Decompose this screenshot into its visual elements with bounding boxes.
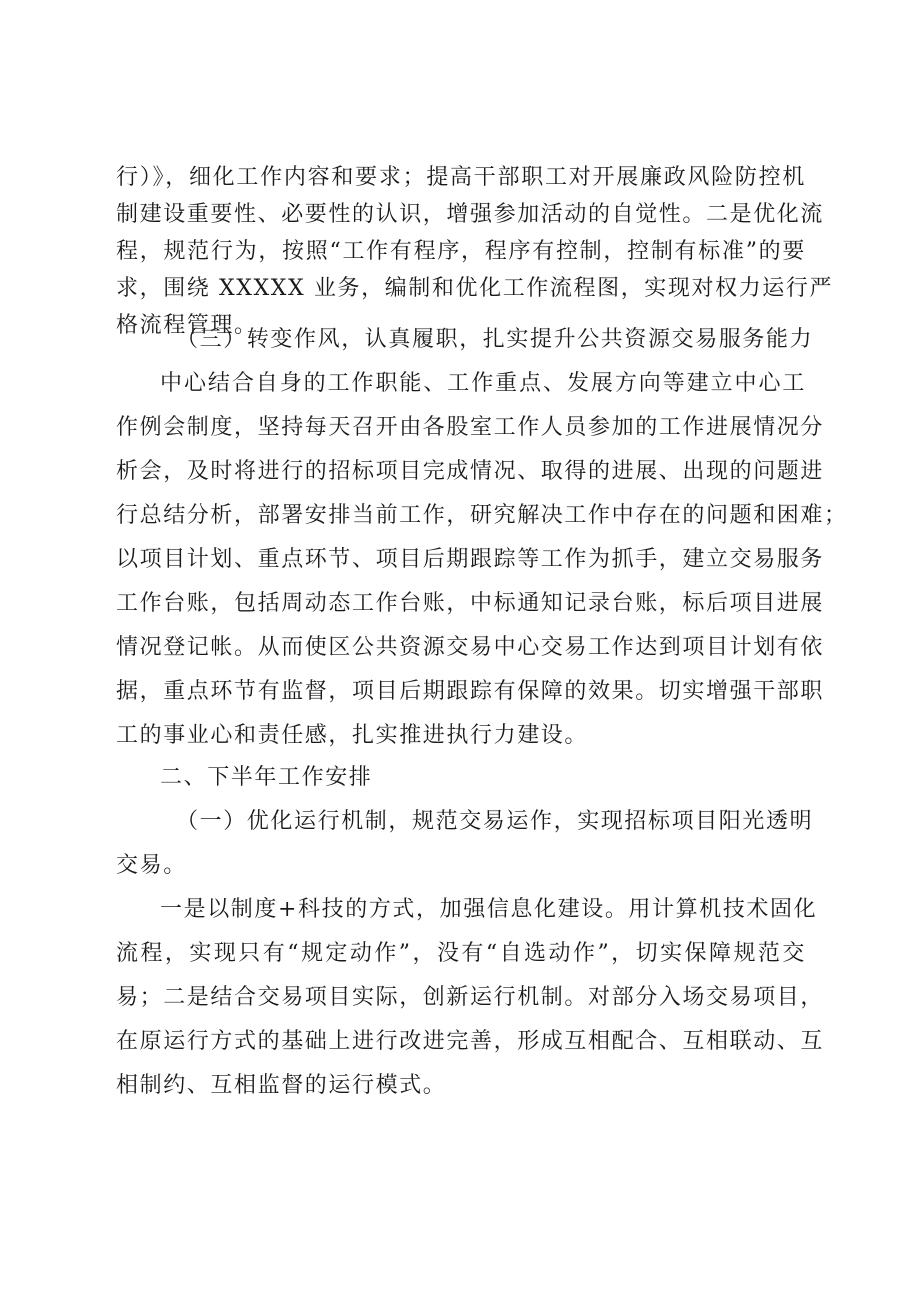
text-line: 工的事业心和责任感，扎实推进执行力建设。: [116, 723, 589, 748]
text-line: 易；二是结合交易项目实际，创新运行机制。对部分入场交易项目，: [116, 985, 825, 1010]
text-line: 情况登记帐。从而使区公共资源交易中心交易工作达到项目计划有依: [116, 635, 825, 660]
subsection-heading: （一）优化运行机制，规范交易运作，实现招标项目阳光透明: [176, 809, 814, 834]
text-line: 求，围绕 XXXXX 业务，编制和优化工作流程图，实现对权力运行严: [116, 276, 834, 301]
text-line: 制建设重要性、必要性的认识，增强参加活动的自觉性。二是优化流: [116, 202, 825, 227]
section-heading: （三）转变作风，认真履职，扎实提升公共资源交易服务能力: [176, 327, 814, 352]
text-line: 据，重点环节有监督，项目后期跟踪有保障的效果。切实增强干部职: [116, 679, 825, 704]
text-line: 流程，实现只有“规定动作”，没有“自选动作”，切实保障规范交: [116, 941, 806, 966]
text-line: 程，规范行为，按照“工作有程序，程序有控制，控制有标准”的要: [116, 239, 806, 264]
subsection-heading: 交易。: [116, 853, 187, 878]
text-line: 格流程管理。: [116, 313, 258, 338]
text-line: 一是以制度+科技的方式，加强信息化建设。用计算机技术固化: [160, 897, 818, 922]
text-line: 相制约、互相监督的运行模式。: [116, 1073, 447, 1098]
section-heading: 二、下半年工作安排: [160, 765, 373, 790]
text-line: 析会，及时将进行的招标项目完成情况、取得的进展、出现的问题进: [116, 459, 825, 484]
text-line: 行）》，细化工作内容和要求；提高干部职工对开展廉政风险防控机: [116, 165, 806, 190]
text-line: 在原运行方式的基础上进行改进完善，形成互相配合、互相联动、互: [116, 1029, 825, 1054]
text-line: 中心结合自身的工作职能、工作重点、发展方向等建立中心工: [160, 371, 806, 396]
text-line: 行总结分析，部署安排当前工作，研究解决工作中存在的问题和困难；: [116, 503, 848, 528]
text-line: 工作台账，包括周动态工作台账，中标通知记录台账，标后项目进展: [116, 591, 825, 616]
text-line: 以项目计划、重点环节、项目后期跟踪等工作为抓手，建立交易服务: [116, 547, 825, 572]
text-line: 作例会制度，坚持每天召开由各股室工作人员参加的工作进展情况分: [116, 415, 825, 440]
